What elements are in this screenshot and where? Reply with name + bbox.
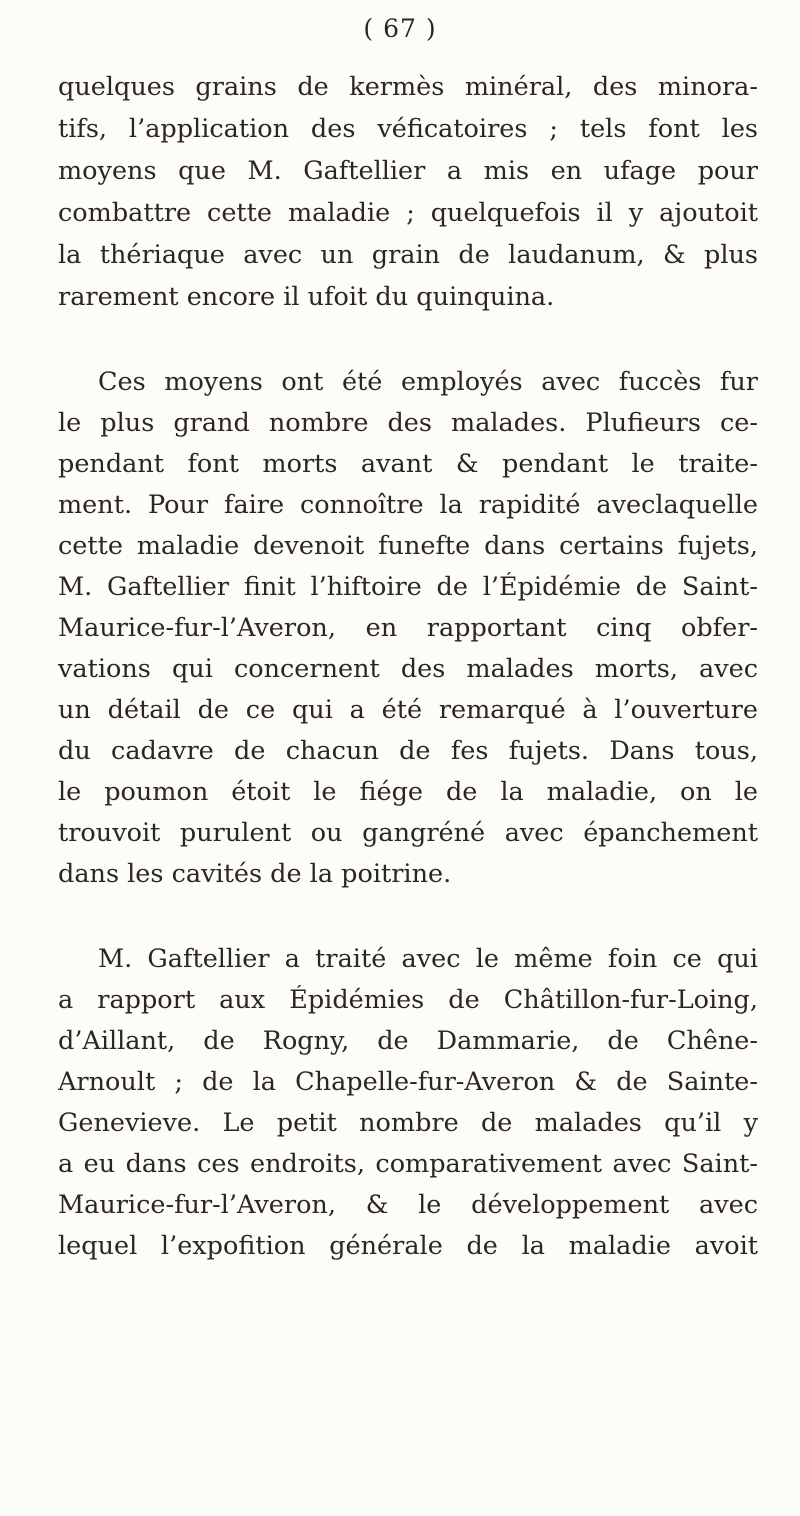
text-line: trouvoit purulent ou gangréné avec épanchement [58,818,758,848]
text-line: un détail de ce qui a été remarqué à l’ouverture [58,695,758,725]
text-line: la thériaque avec un grain de laudanum, & plus [58,240,758,270]
text-line: a rapport aux Épidémies de Châtillon-fur-Loing, [58,985,758,1015]
text-line: Maurice-fur-l’Averon, en rapportant cinq obfer- [58,613,758,643]
text-line: Ces moyens ont été employés avec fuccès fur [98,367,758,397]
text-line: le plus grand nombre des malades. Plufieurs ce- [58,408,758,438]
text-line: d’Aillant, de Rogny, de Dammarie, de Chêne- [58,1026,758,1056]
text-line: combattre cette maladie ; quelquefois il y ajoutoit [58,198,758,228]
text-line: a eu dans ces endroits, comparativement avec Saint- [58,1149,758,1179]
text-line: rarement encore il ufoit du quinquina. [58,282,555,312]
text-line: ment. Pour faire connoître la rapidité aveclaquelle [58,490,758,520]
text-line: quelques grains de kermès minéral, des minora- [58,72,758,102]
text-line: pendant font morts avant & pendant le traite- [58,449,758,479]
text-line: du cadavre de chacun de fes fujets. Dans tous, [58,736,758,766]
text-line: lequel l’expofition générale de la maladie avoit [58,1231,758,1261]
text-line: Arnoult ; de la Chapelle-fur-Averon & de Sainte- [58,1067,758,1097]
text-line: cette maladie devenoit funefte dans certains fujets, [58,531,758,561]
text-line: le poumon étoit le fiége de la maladie, on le [58,777,758,807]
text-line: Maurice-fur-l’Averon, & le développement avec [58,1190,758,1220]
text-line: M. Gaftellier a traité avec le même foin ce qui [98,944,758,974]
text-line: dans les cavités de la poitrine. [58,859,452,889]
text-line: vations qui concernent des malades morts, avec [58,654,758,684]
text-line: M. Gaftellier finit l’hiftoire de l’Épidémie de Saint- [58,572,758,602]
page-number: ( 67 ) [363,14,437,43]
text-line: moyens que M. Gaftellier a mis en ufage pour [58,156,758,186]
text-line: tifs, l’application des véficatoires ; tels font les [58,114,758,144]
text-line: Genevieve. Le petit nombre de malades qu’il y [58,1108,758,1138]
